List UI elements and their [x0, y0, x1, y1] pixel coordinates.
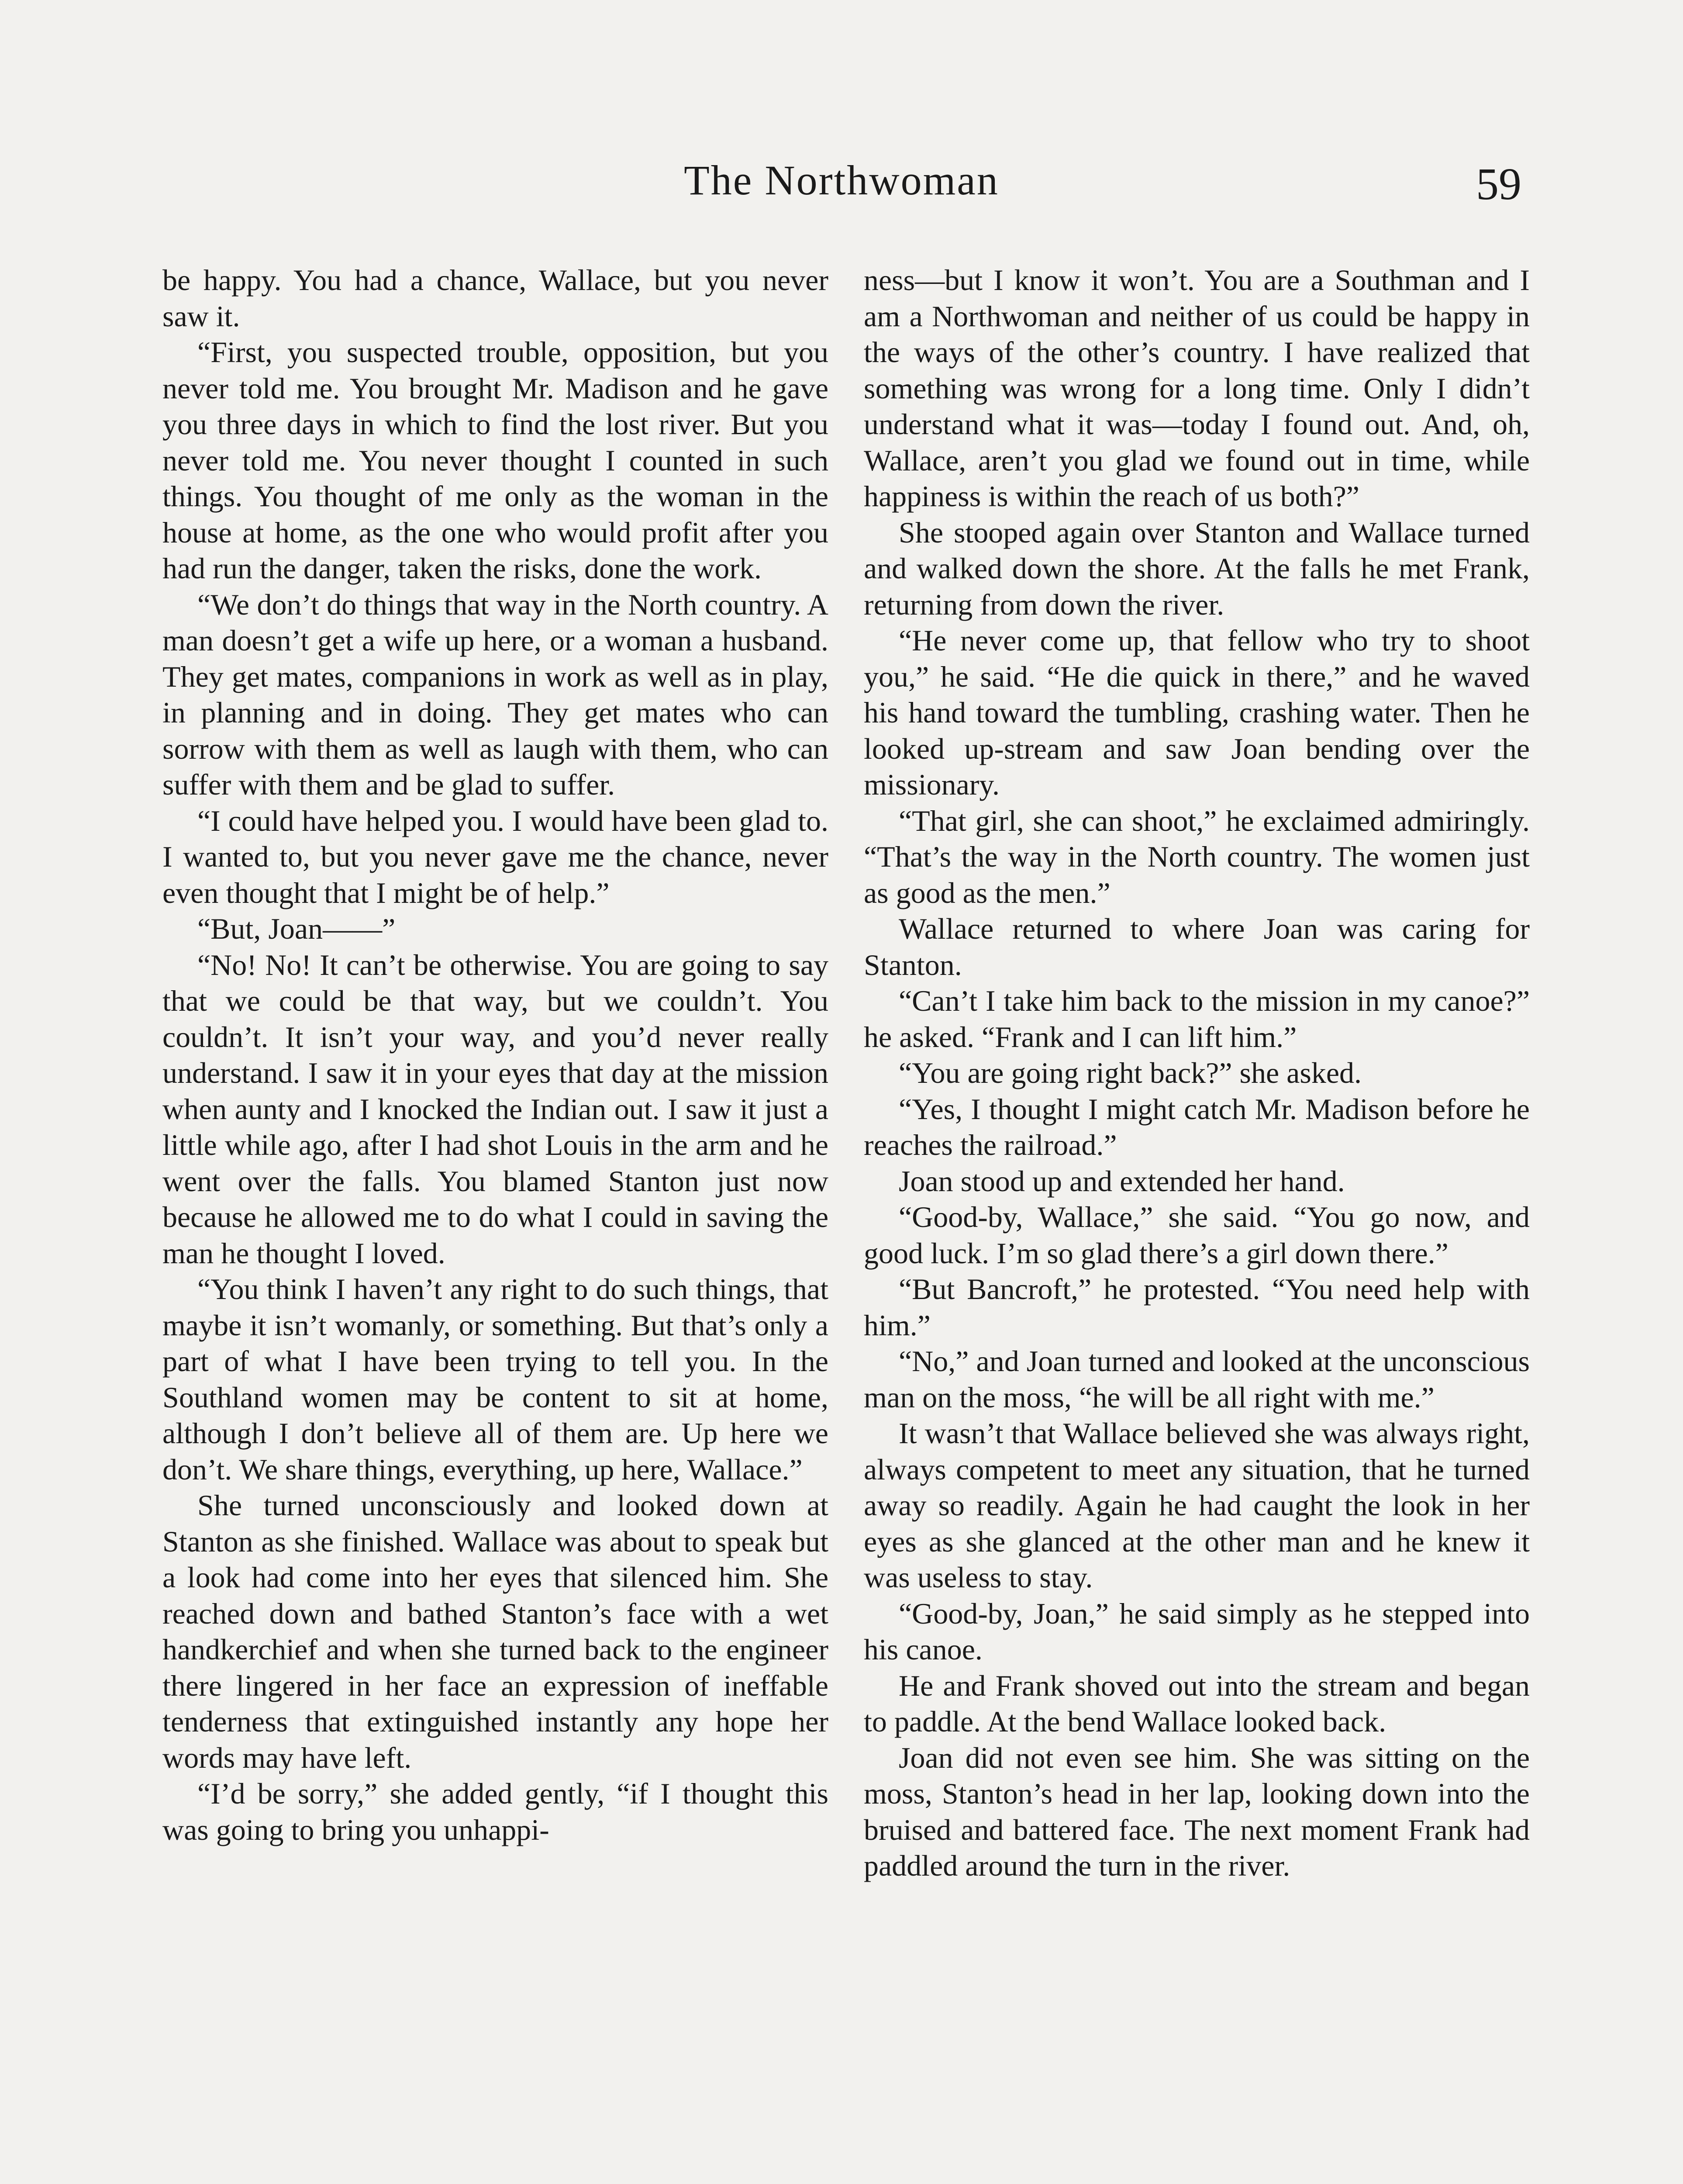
paragraph: “No! No! It can’t be otherwise. You are going to say that we could be that way, but we couldn’t. You couldn’t. It isn’t your way, and you’d never really understand. I saw it in your eyes that day at the mission when aunty and I knocked the Indian out. I saw it just a little while ago, after I had shot Louis in the arm and he went over the falls. You blamed Stanton just now because he allowed me to do what I could in saving the man he thought I loved.: [162, 948, 828, 1270]
paragraph: “First, you suspected trouble, opposition, but you never told me. You brought Mr. Madison and he gave you three days in which to find the lost river. But you never told me. You never thought I counted in such things. You thought of me only as the woman in the house at home, as the one who would profit after you had run the danger, taken the risks, done the work.: [162, 335, 828, 585]
paragraph: ness—but I know it won’t. You are a Southman and I am a Northwoman and neither of us could be happy in the ways of the other’s country. I have realized that something was wrong for a long time. Only I didn’t understand what it was—today I found out. And, oh, Wallace, aren’t you glad we found out in time, while happiness is within the reach of us both?”: [864, 263, 1530, 513]
paragraph: “But Bancroft,” he protested. “You need help with him.”: [864, 1272, 1530, 1342]
paragraph: “No,” and Joan turned and looked at the unconscious man on the moss, “he will be all right with me.”: [864, 1344, 1530, 1414]
paragraph: “But, Joan——”: [197, 912, 396, 945]
paragraph: “Yes, I thought I might catch Mr. Madison before he reaches the railroad.”: [864, 1092, 1530, 1161]
paragraph: He and Frank shoved out into the stream and began to paddle. At the bend Wallace looked back.: [864, 1669, 1530, 1738]
paragraph: “That girl, she can shoot,” he exclaimed admiringly. “That’s the way in the North country. The women just as good as the men.”: [864, 804, 1530, 909]
paragraph: Joan stood up and extended her hand.: [899, 1164, 1345, 1198]
paragraph: She turned unconsciously and looked down at Stanton as she finished. Wallace was about to speak but a look had come into her eyes that silenced him. She reached down and bathed Stanton’s face with a wet handkerchief and when she turned back to the engineer there lingered in her face an expression of ineffable tenderness that extinguished instantly any hope her words may have left.: [162, 1489, 828, 1774]
paragraph: “Good-by, Joan,” he said simply as he stepped into his canoe.: [864, 1597, 1530, 1666]
paragraph: “Good-by, Wallace,” she said. “You go now, and good luck. I’m so glad there’s a girl down there.”: [864, 1200, 1530, 1270]
paragraph: “You think I haven’t any right to do such things, that maybe it isn’t womanly, or something. But that’s only a part of what I have been trying to tell you. In the Southland women may be content to sit at home, although I don’t believe all of them are. Up here we don’t. We share things, everything, up here, Wallace.”: [162, 1272, 828, 1486]
right-column: [864, 262, 1530, 1884]
page-number: 59: [1476, 159, 1521, 209]
paragraph: be happy. You had a chance, Wallace, but you never saw it.: [162, 263, 828, 333]
paragraph: “I’d be sorry,” she added gently, “if I thought this was going to bring you unhappi-: [162, 1777, 828, 1846]
paragraph: Wallace returned to where Joan was caring for Stanton.: [864, 912, 1530, 981]
paragraph: “Can’t I take him back to the mission in my canoe?” he asked. “Frank and I can lift him.”: [864, 984, 1530, 1054]
running-title: The Northwoman: [684, 157, 999, 204]
paragraph: Joan did not even see him. She was sitting on the moss, Stanton’s head in her lap, looking down into the bruised and battered face. The next moment Frank had paddled around the turn in the river.: [864, 1741, 1530, 1882]
paragraph: She stooped again over Stanton and Wallace turned and walked down the shore. At the falls he met Frank, returning from down the river.: [864, 515, 1530, 621]
paragraph: “You are going right back?” she asked.: [899, 1056, 1362, 1089]
paragraph: It wasn’t that Wallace believed she was always right, always competent to meet any situation, that he turned away so readily. Again he had caught the look in her eyes as she glanced at the other man and he knew it was useless to stay.: [864, 1417, 1530, 1594]
paragraph: “We don’t do things that way in the North country. A man doesn’t get a wife up here, or a woman a husband. They get mates, companions in work as well as in play, in planning and in doing. They get mates who can sorrow with them as well as laugh with them, who can suffer with them and be glad to suffer.: [162, 587, 828, 801]
paragraph: “He never come up, that fellow who try to shoot you,” he said. “He die quick in there,” and he waved his hand toward the tumbling, crashing water. Then he looked up-stream and saw Joan bending over the missionary.: [864, 624, 1530, 801]
paragraph: “I could have helped you. I would have been glad to. I wanted to, but you never gave me the chance, never even thought that I might be of help.”: [162, 804, 828, 909]
left-column: [162, 262, 828, 1848]
